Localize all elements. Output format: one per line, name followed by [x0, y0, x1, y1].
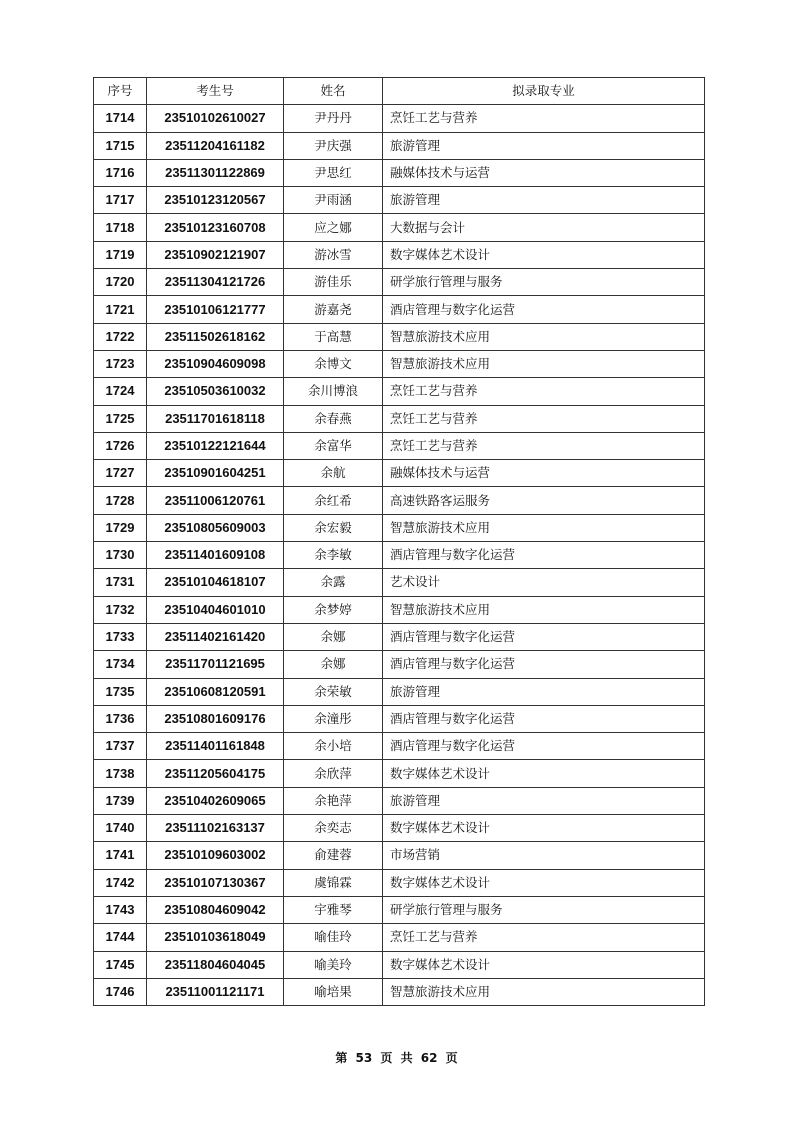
cell-number: 1733	[94, 623, 147, 650]
cell-name: 余欣萍	[284, 760, 383, 787]
cell-major: 旅游管理	[383, 132, 705, 159]
cell-name: 尹丹丹	[284, 105, 383, 132]
table-row	[94, 214, 705, 241]
cell-name: 余富华	[284, 432, 383, 459]
cell-exam-id: 23510402609065	[147, 787, 284, 814]
cell-major: 大数据与会计	[383, 214, 705, 241]
table-row	[94, 105, 705, 132]
cell-name: 虞锦霖	[284, 869, 383, 896]
cell-name: 余川博浪	[284, 378, 383, 405]
cell-exam-id: 23510106121777	[147, 296, 284, 323]
table-row	[94, 678, 705, 705]
cell-name: 余奕志	[284, 815, 383, 842]
cell-name: 尹庆强	[284, 132, 383, 159]
cell-number: 1730	[94, 542, 147, 569]
cell-name: 余荣敏	[284, 678, 383, 705]
cell-number: 1737	[94, 733, 147, 760]
header-major: 拟录取专业	[383, 78, 705, 105]
cell-major: 数字媒体艺术设计	[383, 951, 705, 978]
cell-major: 智慧旅游技术应用	[383, 323, 705, 350]
cell-exam-id: 23510109603002	[147, 842, 284, 869]
cell-exam-id: 23510901604251	[147, 460, 284, 487]
cell-major: 智慧旅游技术应用	[383, 596, 705, 623]
cell-name: 俞建蓉	[284, 842, 383, 869]
cell-exam-id: 23510804609042	[147, 896, 284, 923]
cell-exam-id: 23511301122869	[147, 159, 284, 186]
cell-major: 烹饪工艺与营养	[383, 378, 705, 405]
cell-number: 1718	[94, 214, 147, 241]
cell-name: 游嘉尧	[284, 296, 383, 323]
cell-number: 1721	[94, 296, 147, 323]
cell-name: 余宏毅	[284, 514, 383, 541]
cell-major: 研学旅行管理与服务	[383, 896, 705, 923]
cell-number: 1732	[94, 596, 147, 623]
cell-name: 尹思红	[284, 159, 383, 186]
table-row	[94, 924, 705, 951]
table-row	[94, 978, 705, 1005]
cell-major: 数字媒体艺术设计	[383, 241, 705, 268]
cell-number: 1717	[94, 187, 147, 214]
cell-name: 余航	[284, 460, 383, 487]
cell-exam-id: 23511204161182	[147, 132, 284, 159]
table-row	[94, 241, 705, 268]
cell-number: 1728	[94, 487, 147, 514]
table-row	[94, 705, 705, 732]
cell-exam-id: 23511401161848	[147, 733, 284, 760]
table-row	[94, 405, 705, 432]
cell-exam-id: 23511701618118	[147, 405, 284, 432]
cell-major: 酒店管理与数字化运营	[383, 651, 705, 678]
table-row	[94, 296, 705, 323]
cell-exam-id: 23511502618162	[147, 323, 284, 350]
cell-major: 智慧旅游技术应用	[383, 350, 705, 377]
cell-exam-id: 23510122121644	[147, 432, 284, 459]
cell-exam-id: 23511001121171	[147, 978, 284, 1005]
cell-number: 1734	[94, 651, 147, 678]
cell-exam-id: 23511006120761	[147, 487, 284, 514]
table-row	[94, 432, 705, 459]
cell-exam-id: 23510123160708	[147, 214, 284, 241]
table-row	[94, 951, 705, 978]
cell-exam-id: 23511102163137	[147, 815, 284, 842]
cell-exam-id: 23510805609003	[147, 514, 284, 541]
cell-number: 1729	[94, 514, 147, 541]
cell-major: 烹饪工艺与营养	[383, 405, 705, 432]
cell-name: 余博文	[284, 350, 383, 377]
cell-major: 艺术设计	[383, 569, 705, 596]
cell-number: 1723	[94, 350, 147, 377]
cell-major: 烹饪工艺与营养	[383, 105, 705, 132]
table-row	[94, 623, 705, 650]
cell-number: 1736	[94, 705, 147, 732]
cell-name: 余红希	[284, 487, 383, 514]
cell-number: 1731	[94, 569, 147, 596]
cell-number: 1742	[94, 869, 147, 896]
cell-name: 余春燕	[284, 405, 383, 432]
cell-number: 1745	[94, 951, 147, 978]
cell-major: 旅游管理	[383, 787, 705, 814]
cell-exam-id: 23510608120591	[147, 678, 284, 705]
cell-number: 1722	[94, 323, 147, 350]
cell-major: 数字媒体艺术设计	[383, 760, 705, 787]
cell-major: 旅游管理	[383, 678, 705, 705]
cell-number: 1719	[94, 241, 147, 268]
cell-name: 余娜	[284, 623, 383, 650]
table-row	[94, 651, 705, 678]
cell-name: 余梦婷	[284, 596, 383, 623]
cell-name: 应之娜	[284, 214, 383, 241]
cell-exam-id: 23511304121726	[147, 269, 284, 296]
cell-name: 余艳萍	[284, 787, 383, 814]
cell-name: 喻培果	[284, 978, 383, 1005]
cell-name: 余小培	[284, 733, 383, 760]
table-row	[94, 350, 705, 377]
table-row	[94, 542, 705, 569]
cell-major: 融媒体技术与运营	[383, 460, 705, 487]
cell-exam-id: 23510801609176	[147, 705, 284, 732]
cell-exam-id: 23511205604175	[147, 760, 284, 787]
table-row	[94, 760, 705, 787]
table-row	[94, 378, 705, 405]
table-row	[94, 323, 705, 350]
table-row	[94, 159, 705, 186]
table-row	[94, 896, 705, 923]
cell-number: 1744	[94, 924, 147, 951]
cell-exam-id: 23510904609098	[147, 350, 284, 377]
cell-number: 1738	[94, 760, 147, 787]
table-row	[94, 733, 705, 760]
cell-exam-id: 23510104618107	[147, 569, 284, 596]
cell-number: 1746	[94, 978, 147, 1005]
table-row	[94, 187, 705, 214]
cell-exam-id: 23510503610032	[147, 378, 284, 405]
cell-major: 旅游管理	[383, 187, 705, 214]
cell-major: 酒店管理与数字化运营	[383, 733, 705, 760]
cell-major: 烹饪工艺与营养	[383, 432, 705, 459]
table-row	[94, 487, 705, 514]
table-row	[94, 815, 705, 842]
header-name: 姓名	[284, 78, 383, 105]
header-exam-id: 考生号	[147, 78, 284, 105]
table-row	[94, 269, 705, 296]
cell-number: 1741	[94, 842, 147, 869]
cell-name: 宇雅琴	[284, 896, 383, 923]
cell-number: 1735	[94, 678, 147, 705]
cell-exam-id: 23510107130367	[147, 869, 284, 896]
cell-name: 喻佳玲	[284, 924, 383, 951]
cell-major: 烹饪工艺与营养	[383, 924, 705, 951]
table-row	[94, 460, 705, 487]
cell-name: 余露	[284, 569, 383, 596]
cell-major: 酒店管理与数字化运营	[383, 542, 705, 569]
table-row	[94, 132, 705, 159]
cell-major: 融媒体技术与运营	[383, 159, 705, 186]
cell-exam-id: 23510103618049	[147, 924, 284, 951]
page-footer: 第 53 页 共 62 页	[335, 1051, 458, 1065]
cell-number: 1716	[94, 159, 147, 186]
cell-major: 酒店管理与数字化运营	[383, 705, 705, 732]
cell-major: 酒店管理与数字化运营	[383, 623, 705, 650]
cell-number: 1743	[94, 896, 147, 923]
cell-number: 1725	[94, 405, 147, 432]
cell-major: 数字媒体艺术设计	[383, 869, 705, 896]
cell-number: 1739	[94, 787, 147, 814]
cell-number: 1714	[94, 105, 147, 132]
cell-name: 于高慧	[284, 323, 383, 350]
table-row	[94, 787, 705, 814]
cell-major: 智慧旅游技术应用	[383, 978, 705, 1005]
cell-exam-id: 23511402161420	[147, 623, 284, 650]
cell-number: 1720	[94, 269, 147, 296]
cell-major: 智慧旅游技术应用	[383, 514, 705, 541]
cell-major: 数字媒体艺术设计	[383, 815, 705, 842]
cell-exam-id: 23510404601010	[147, 596, 284, 623]
cell-exam-id: 23511701121695	[147, 651, 284, 678]
table-row	[94, 514, 705, 541]
cell-name: 喻美玲	[284, 951, 383, 978]
cell-name: 余潼彤	[284, 705, 383, 732]
cell-name: 尹雨涵	[284, 187, 383, 214]
table-header-row	[94, 78, 705, 105]
cell-name: 游佳乐	[284, 269, 383, 296]
table-row	[94, 842, 705, 869]
cell-number: 1727	[94, 460, 147, 487]
cell-name: 余李敏	[284, 542, 383, 569]
cell-number: 1740	[94, 815, 147, 842]
cell-number: 1724	[94, 378, 147, 405]
cell-name: 游冰雪	[284, 241, 383, 268]
cell-major: 研学旅行管理与服务	[383, 269, 705, 296]
cell-exam-id: 23510102610027	[147, 105, 284, 132]
cell-exam-id: 23511401609108	[147, 542, 284, 569]
cell-major: 酒店管理与数字化运营	[383, 296, 705, 323]
header-number: 序号	[94, 78, 147, 105]
admission-table	[93, 77, 705, 1006]
cell-exam-id: 23510123120567	[147, 187, 284, 214]
table-row	[94, 569, 705, 596]
cell-exam-id: 23511804604045	[147, 951, 284, 978]
cell-exam-id: 23510902121907	[147, 241, 284, 268]
table-row	[94, 869, 705, 896]
table-row	[94, 596, 705, 623]
cell-number: 1726	[94, 432, 147, 459]
cell-name: 余娜	[284, 651, 383, 678]
cell-major: 市场营销	[383, 842, 705, 869]
cell-major: 高速铁路客运服务	[383, 487, 705, 514]
cell-number: 1715	[94, 132, 147, 159]
